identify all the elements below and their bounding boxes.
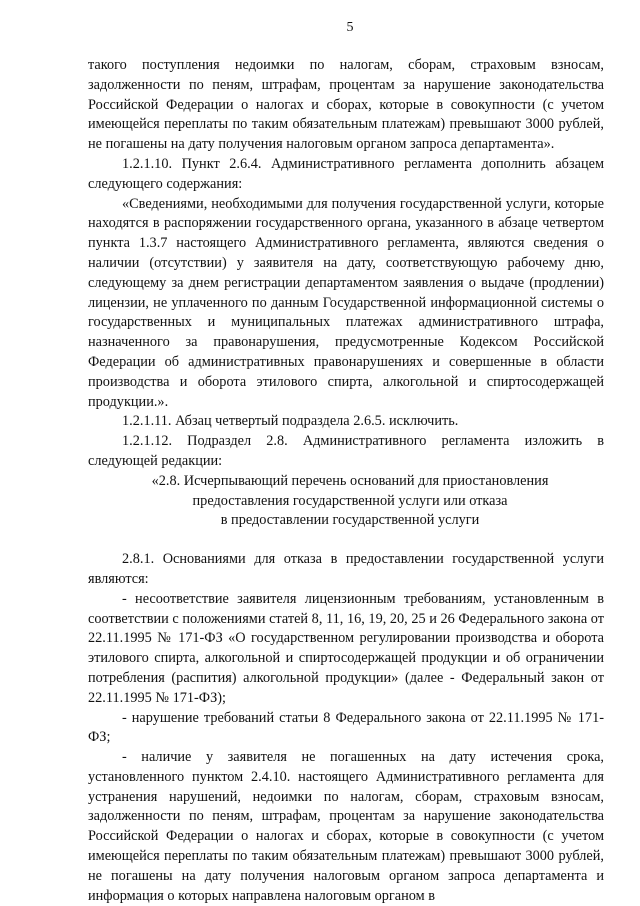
paragraph-quoted-addition: «Сведениями, необходимыми для получения государственной услуги, которые находятся в распоряжении государственного органа, указанного в абзаце четвертом пункта 1.3.7 настоящего Административного регламента, являются сведения о наличии (отсутствии) у заявителя на дату, соответствующую рабочему дню, следующему за днем регистрации департаментом заявления о выдаче (продлении) лицензии, не уплаченного по данным Государственной информационной системы о государственных и муниципальных платежах административного штрафа, назначенного за правонарушения, предусмотренные Кодексом Российской Федерации об административных правонарушениях и совершенные в области производства и оборота этилового спирта, алкогольной и спиртосодержащей продукции.». xyxy=(88,195,604,410)
paragraph-item-1-2-1-12: 1.2.1.12. Подраздел 2.8. Административного регламента изложить в следующей редакции: xyxy=(88,433,604,469)
section-heading-line-1: «2.8. Исчерпывающий перечень оснований для приостановления xyxy=(151,472,549,489)
list-item-tax-arrears: - наличие у заявителя не погашенных на дату истечения срока, установленного пунктом 2.4.10. настоящего Административного регламента для устранения нарушений, недоимки по налогам, сборам, страховым взносам, задолженности по пеням, штрафам, процентам за нарушение законодательства Российской Федерации о налогах и сборах, которые в совокупности (с учетом имеющейся переплаты по таким обязательным платежам) превышают 3000 рублей, не погашены на дату получения налоговым органом запроса департамента и информация о которых направлена налоговым органом в xyxy=(88,749,604,904)
section-heading-line-3: в предоставлении государственной услуги xyxy=(220,512,480,529)
paragraph-continuation: такого поступления недоимки по налогам, сборам, страховым взносам, задолженности по пеням, штрафам, процентам за нарушение законодательства Российской Федерации о налогах и сборах, которые в совокупности (с учетом имеющейся переплаты по таким обязательным платежам) превышают 3000 рублей, не погашены на дату получения налоговым органом запроса департамента». xyxy=(88,57,604,153)
paragraph-item-1-2-1-10: 1.2.1.10. Пункт 2.6.4. Административного регламента дополнить абзацем следующего содержания: xyxy=(88,155,604,192)
page-number: 5 xyxy=(346,20,354,35)
paragraph-2-8-1: 2.8.1. Основаниями для отказа в предоставлении государственной услуги являются: xyxy=(88,551,604,587)
heading-spacer xyxy=(88,531,604,550)
section-heading-line-2: предоставления государственной услуги или отказа xyxy=(192,492,508,509)
list-item-article-8-violation: - нарушение требований статьи 8 Федерального закона от 22.11.1995 № 171-ФЗ; xyxy=(88,709,604,746)
paragraph-item-1-2-1-11: 1.2.1.11. Абзац четвертый подраздела 2.6.5. исключить. xyxy=(122,413,459,430)
list-item-license-requirements: - несоответствие заявителя лицензионным требованиям, установленным в соответствии с положениями статей 8, 11, 16, 19, 20, 25 и 26 Федерального закона от 22.11.1995 № 171-ФЗ «О государственном регулировании производства и оборота этилового спирта, алкогольной и спиртосодержащей продукции и об ограничении потребления (распития) алкогольной продукции» (далее - Федеральный закон от 22.11.1995 № 171-ФЗ); xyxy=(88,590,604,706)
